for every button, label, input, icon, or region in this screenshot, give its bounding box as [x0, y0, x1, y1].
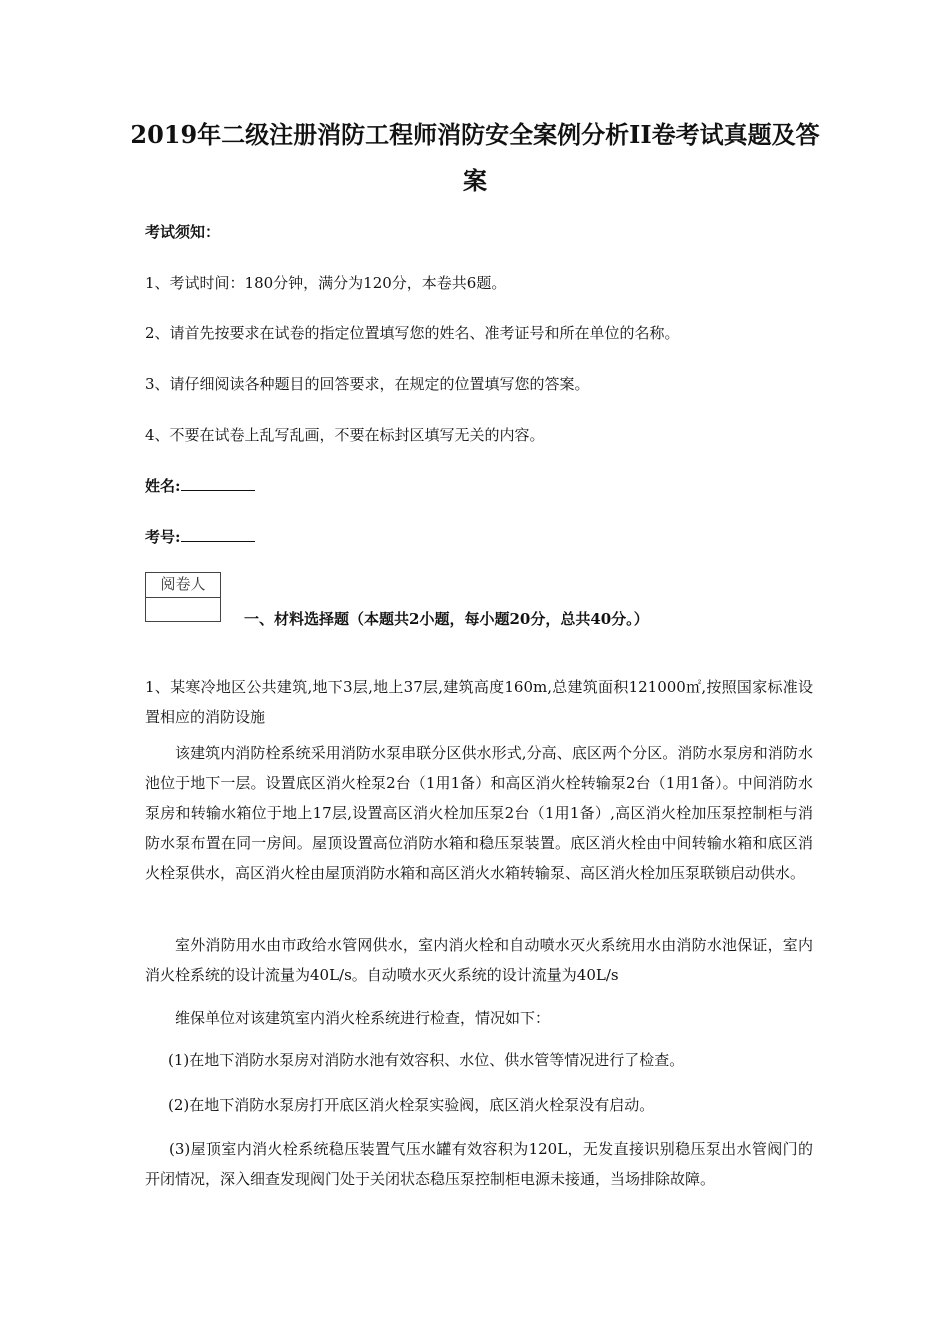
question-paragraph: 维保单位对该建筑室内消火栓系统进行检查，情况如下： — [175, 1009, 551, 1027]
instructions-heading: 考试须知： — [145, 223, 221, 241]
exam-no-field-row — [145, 527, 815, 547]
exam-no-label: 考号: — [145, 528, 181, 546]
instruction-item: 3、请仔细阅读各种题目的回答要求，在规定的位置填写您的答案。 — [145, 375, 590, 393]
check-item: (3)屋顶室内消火栓系统稳压装置气压水罐有效容积为120L，无发直接识别稳压泵出水管阀门的开闭情况，深入细查发现阀门处于关闭状态稳压泵控制柜电源未接通，当场排除故障。 — [145, 1140, 813, 1188]
question-paragraph: 该建筑内消防栓系统采用消防水泵串联分区供水形式,分高、底区两个分区。消防水泵房和消防水池位于地下一层。设置底区消火栓泵2台（1用1备）和高区消火栓转输泵2台（1用1备）。中间消防水泵房和转输水箱位于地上17层,设置高区消火栓加压泵2台（1用1备）,高区消火栓加压泵控制柜与消防水泵布置在同一房间。屋顶设置高位消防水箱和稳压泵装置。底区消火栓由中间转输水箱和底区消火栓泵供水，高区消火栓由屋顶消防水箱和高区消火水箱转输泵、高区消火栓加压泵联锁启动供水。 — [145, 744, 813, 882]
instruction-item: 2、请首先按要求在试卷的指定位置填写您的姓名、准考证号和所在单位的名称。 — [145, 324, 680, 342]
name-field-row — [145, 476, 815, 496]
instruction-item: 1、考试时间：180分钟，满分为120分，本卷共6题。 — [145, 274, 507, 292]
question-intro: 1、某寒冷地区公共建筑,地下3层,地上37层,建筑高度160m,总建筑面积121000㎡,按照国家标准设置相应的消防设施 — [145, 678, 813, 726]
check-item: (2)在地下消防水泵房打开底区消火栓泵实验阀，底区消火栓泵没有启动。 — [168, 1096, 655, 1114]
section-heading: 一、材料选择题（本题共2小题，每小题20分，总共40分。） — [244, 610, 649, 628]
instruction-item: 4、不要在试卷上乱写乱画，不要在标封区填写无关的内容。 — [145, 426, 545, 444]
name-blank[interactable] — [181, 476, 255, 491]
exam-no-blank[interactable] — [181, 527, 255, 542]
grader-label: 阅卷人 — [146, 573, 220, 598]
name-label: 姓名: — [145, 477, 181, 495]
question-paragraph: 室外消防用水由市政给水管网供水，室内消火栓和自动喷水灭火系统用水由消防水池保证，室内消火栓系统的设计流量为40L/s。自动喷水灭火系统的设计流量为40L/s — [145, 936, 813, 984]
check-item: (1)在地下消防水泵房对消防水池有效容积、水位、供水管等情况进行了检查。 — [168, 1051, 685, 1069]
document-title: 2019年二级注册消防工程师消防安全案例分析II卷考试真题及答案 — [130, 120, 820, 195]
grader-box — [145, 572, 221, 622]
